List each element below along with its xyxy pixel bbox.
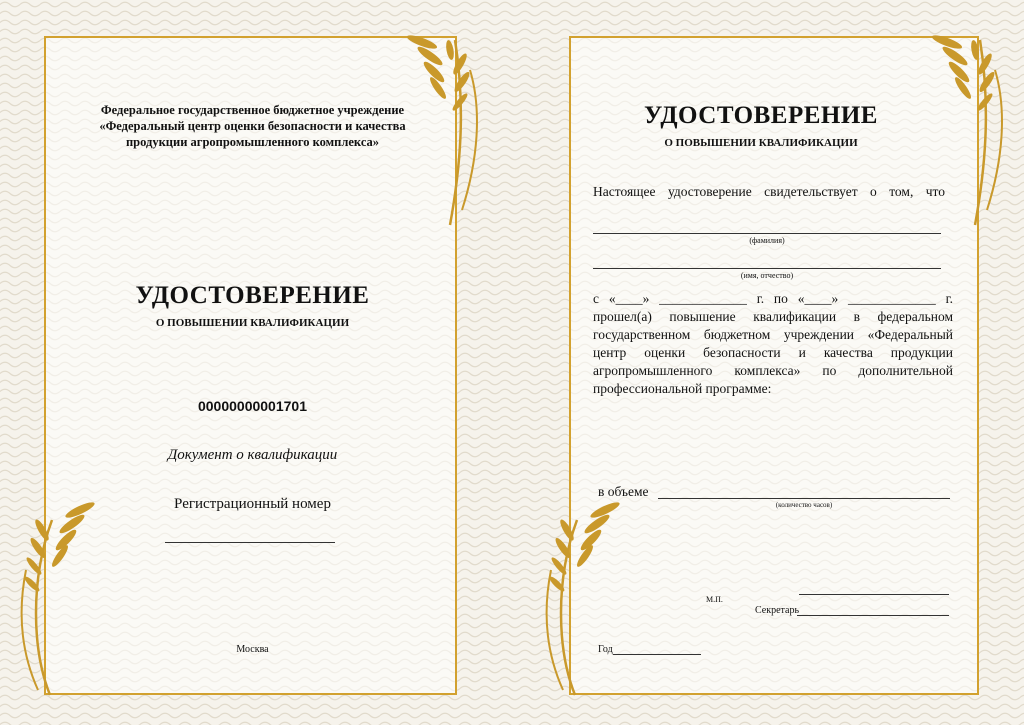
document-type: Документ о квалификации bbox=[167, 447, 338, 463]
secretary-line bbox=[797, 615, 949, 616]
stamp-label: М.П. bbox=[706, 595, 723, 604]
intro-text: Настоящее удостоверение свидетельствует о том, что bbox=[593, 184, 945, 199]
registration-number-line bbox=[165, 542, 335, 543]
hours-caption: (количество часов) bbox=[775, 501, 833, 509]
content-title: УДОСТОВЕРЕНИЕ bbox=[644, 102, 878, 129]
institution-line-2: «Федеральный центр оценки безопасности и качества bbox=[99, 119, 406, 133]
content-subtitle: О ПОВЫШЕНИИ КВАЛИФИКАЦИИ bbox=[664, 137, 858, 149]
name-line bbox=[593, 268, 941, 269]
main-text bbox=[593, 290, 953, 398]
signature-line bbox=[799, 594, 949, 595]
name-caption: (имя, отчество) bbox=[740, 271, 794, 280]
date-range-line: с «____» _____________ г. по «____» _____________ г. bbox=[593, 291, 953, 306]
cover-title: УДОСТОВЕРЕНИЕ bbox=[135, 282, 370, 309]
surname-line bbox=[593, 233, 941, 234]
cover-page bbox=[44, 36, 457, 695]
institution-name bbox=[46, 102, 459, 150]
registration-number-label: Регистрационный номер bbox=[174, 496, 331, 512]
document-number: 00000000001701 bbox=[197, 398, 307, 414]
year-label: Год bbox=[598, 644, 613, 655]
volume-line bbox=[658, 498, 950, 499]
institution-line-1: Федеральное государственное бюджетное учреждение bbox=[100, 103, 405, 117]
surname-caption: (фамилия) bbox=[749, 236, 785, 245]
volume-label: в объеме bbox=[598, 484, 649, 499]
institution-line-3: продукции агропромышленного комплекса» bbox=[125, 135, 380, 149]
city: Москва bbox=[236, 644, 269, 655]
year-line bbox=[613, 654, 701, 655]
body-text: прошел(а) повышение квалификации в федеральном государственном бюджетном учреждении «Федеральный центр оценки безопасности и качества продукции агропромышленного комплекса» по дополнительной профессиональной программе: bbox=[593, 309, 953, 396]
secretary-label: Секретарь bbox=[755, 605, 800, 616]
cover-subtitle: О ПОВЫШЕНИИ КВАЛИФИКАЦИИ bbox=[155, 317, 350, 329]
content-page bbox=[569, 36, 979, 695]
